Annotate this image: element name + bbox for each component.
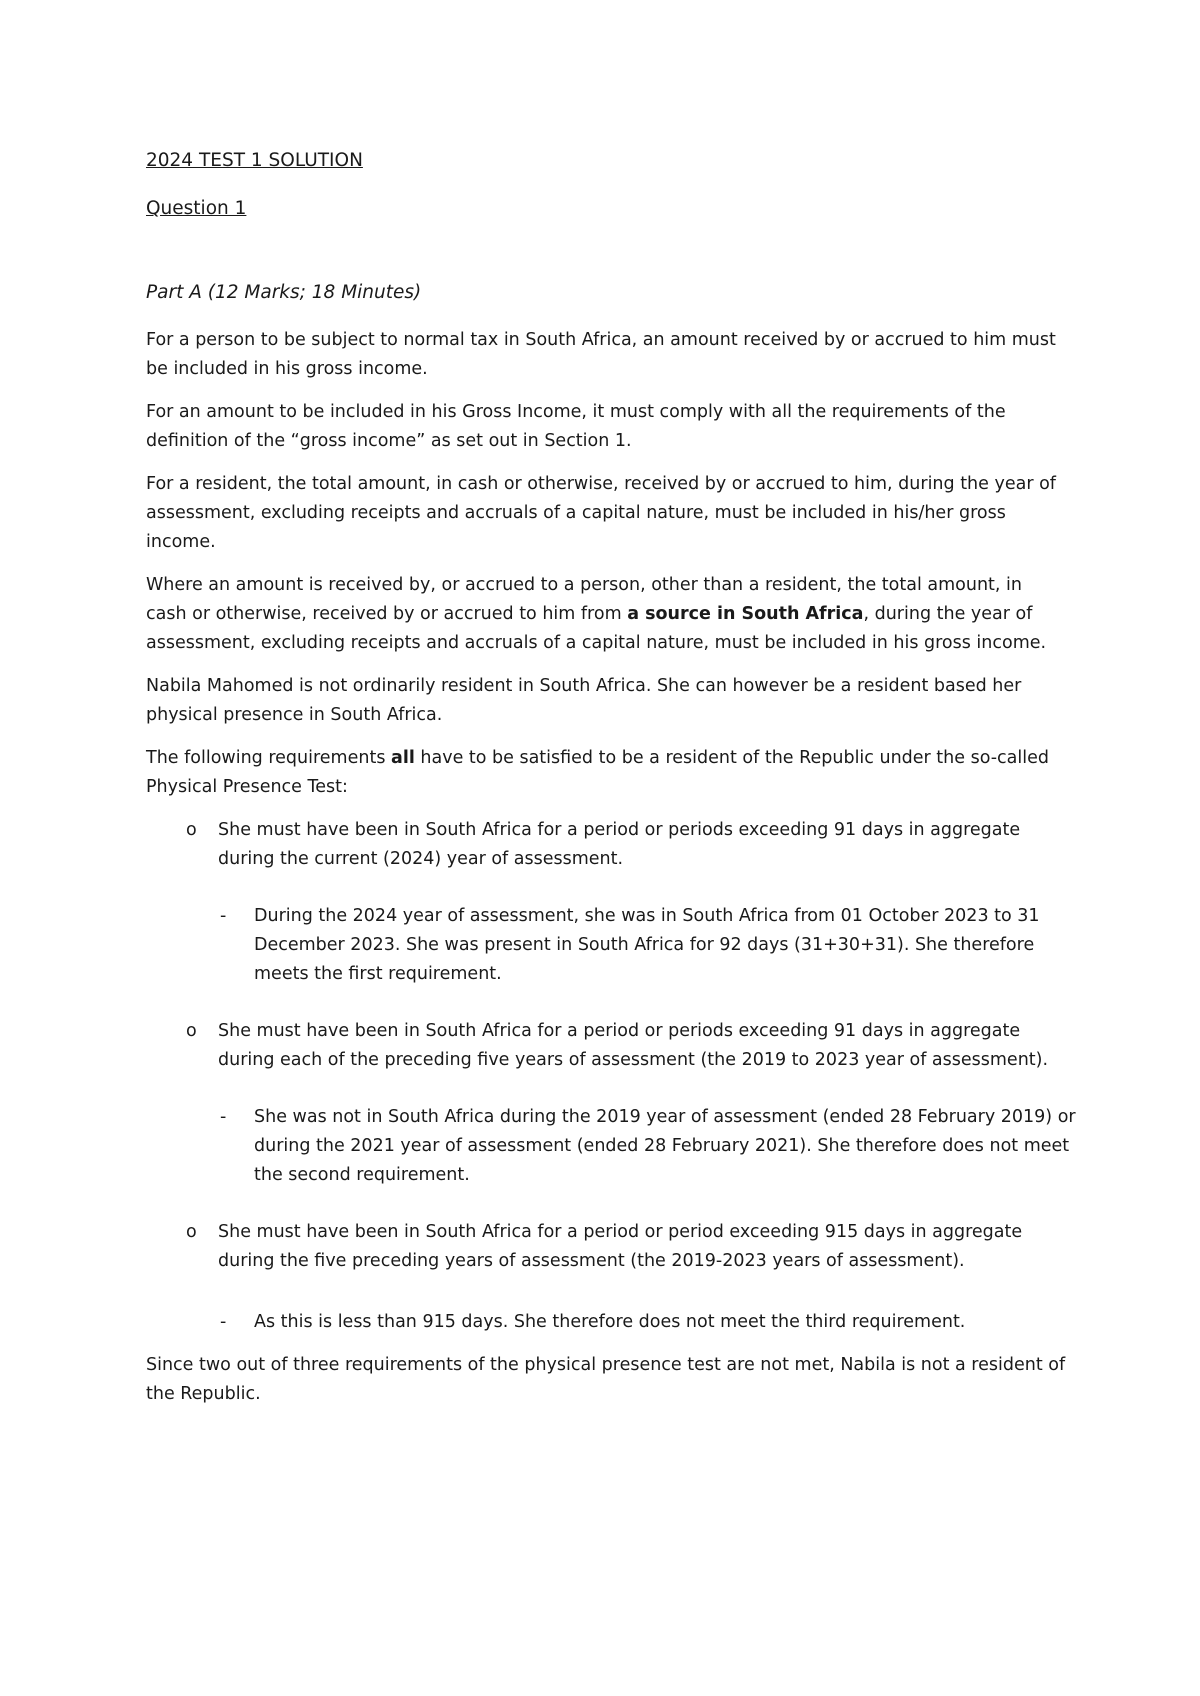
requirement-1-analysis: [146, 902, 1084, 989]
paragraph-6-text-b: have to be satisfied to be a resident of the Republic under the so-called Physical Presence Test:: [146, 748, 1049, 797]
part-heading: Part A (12 Marks; 18 Minutes): [146, 282, 422, 303]
dash-marker: -: [220, 1312, 227, 1332]
requirement-2: [146, 1017, 1078, 1075]
requirement-1-analysis-text: During the 2024 year of assessment, she was in South Africa from 01 October 2023 to 31 December 2023. She was present in South Africa for 92 days (31+30+31). She therefore meets the first requirement.: [254, 906, 1040, 984]
question-heading: Question 1: [146, 198, 247, 219]
requirement-3-analysis: [146, 1308, 1084, 1337]
bullet-marker: o: [186, 1021, 197, 1041]
requirement-3: [146, 1218, 1078, 1276]
paragraph-1: For a person to be subject to normal tax in South Africa, an amount received by or accrued to him must be included in his gross income.: [146, 330, 1056, 379]
paragraph-6: [146, 744, 1066, 802]
requirement-2-text: She must have been in South Africa for a period or periods exceeding 91 days in aggregate during each of the preceding five years of assessment (the 2019 to 2023 year of assessment).: [218, 1021, 1049, 1070]
document-title: 2024 TEST 1 SOLUTION: [146, 150, 363, 171]
requirement-2-analysis-text: She was not in South Africa during the 2019 year of assessment (ended 28 February 2019) or during the 2021 year of assessment (ended 28 February 2021). She therefore does not meet the second requirement.: [254, 1107, 1076, 1185]
requirement-3-text: She must have been in South Africa for a period or period exceeding 915 days in aggregate during the five preceding years of assessment (the 2019-2023 years of assessment).: [218, 1222, 1023, 1271]
bullet-marker: o: [186, 820, 197, 840]
paragraph-5: Nabila Mahomed is not ordinarily resident in South Africa. She can however be a resident based her physical presence in South Africa.: [146, 676, 1022, 725]
paragraph-2: For an amount to be included in his Gross Income, it must comply with all the requirements of the definition of the “gross income” as set out in Section 1.: [146, 402, 1006, 451]
bullet-marker: o: [186, 1222, 197, 1242]
requirement-3-analysis-text: As this is less than 915 days. She therefore does not meet the third requirement.: [254, 1312, 966, 1332]
requirement-2-analysis: [146, 1103, 1084, 1190]
requirement-1-text: She must have been in South Africa for a period or periods exceeding 91 days in aggregate during the current (2024) year of assessment.: [218, 820, 1021, 869]
paragraph-6-text-a: The following requirements: [146, 748, 392, 768]
conclusion: Since two out of three requirements of the physical presence test are not met, Nabila is not a resident of the Republic.: [146, 1355, 1066, 1404]
dash-marker: -: [220, 1107, 227, 1127]
paragraph-3: For a resident, the total amount, in cash or otherwise, received by or accrued to him, during the year of assessment, excluding receipts and accruals of a capital nature, must be included in his/her gross income.: [146, 474, 1056, 552]
requirement-1: [146, 816, 1078, 874]
paragraph-4: [146, 571, 1066, 658]
paragraph-4-text-a: Where an amount is received by, or accrued to a person, other than a resident, the total amount, in cash or otherwise, received by or accrued to him from: [146, 575, 1022, 624]
paragraph-4-emphasis: a source in South Africa: [627, 604, 864, 624]
paragraph-4-text-b: , during the year of assessment, excluding receipts and accruals of a capital nature, must be included in his gross income.: [146, 604, 1047, 653]
dash-marker: -: [220, 906, 227, 926]
paragraph-6-emphasis: all: [391, 748, 415, 768]
